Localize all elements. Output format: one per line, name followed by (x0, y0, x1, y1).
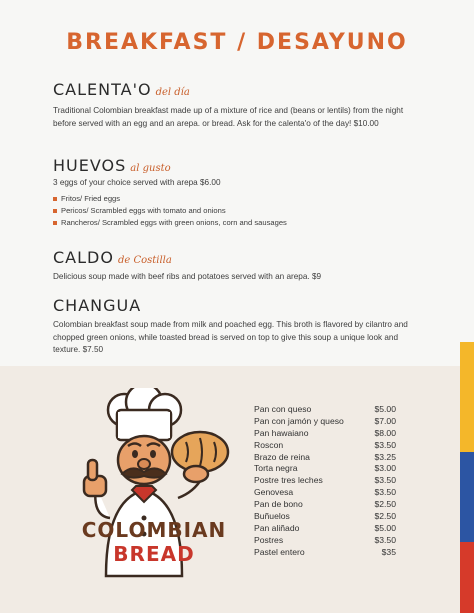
flag-stripe-red (460, 542, 474, 613)
menu-section-huevos (53, 156, 413, 229)
logo-text-bread: BREAD (113, 542, 195, 566)
item-price: $7.00 (374, 415, 396, 426)
item-price: $2.50 (374, 511, 396, 522)
chef-face-icon (118, 436, 170, 484)
item-price: $5.00 (374, 404, 396, 414)
item-price: $3.50 (374, 534, 396, 545)
item-name: Pan con jamón y queso (254, 415, 344, 426)
section-subtitle: del día (155, 87, 190, 98)
flag-stripe-yellow (460, 342, 474, 452)
price-row (254, 463, 396, 475)
item-name: Roscon (254, 439, 284, 450)
price-row (254, 523, 396, 535)
item-price: $3.25 (374, 451, 396, 462)
bullet-icon (53, 221, 57, 225)
list-item (53, 217, 413, 229)
section-title (53, 156, 413, 175)
price-row (254, 452, 396, 464)
option-text: Pericos/ Scrambled eggs with tomato and onions (61, 205, 226, 215)
item-price: $8.00 (374, 427, 396, 438)
option-text: Fritos/ Fried eggs (61, 193, 121, 203)
item-name: Pan aliñado (254, 522, 300, 533)
item-price: $3.50 (374, 439, 396, 450)
item-name: Pastel entero (254, 546, 305, 557)
item-price: $35 (381, 546, 396, 557)
section-title (53, 296, 418, 315)
section-name: CHANGUA (53, 296, 142, 315)
section-subtitle: al gusto (130, 163, 171, 174)
item-name: Buñuelos (254, 511, 290, 522)
option-text: Rancheros/ Scrambled eggs with green onions, corn and sausages (61, 217, 287, 227)
logo-text-colombian: COLOMBIAN (81, 518, 227, 542)
item-price: $3.50 (374, 475, 396, 486)
item-name: Genovesa (254, 487, 294, 498)
page-title: BREAKFAST / DESAYUNO (66, 30, 408, 55)
bread-price-list (254, 404, 396, 559)
price-row (254, 428, 396, 440)
price-row (254, 487, 396, 499)
section-title (53, 248, 413, 267)
section-subtitle: de Costilla (117, 255, 172, 266)
section-description: Delicious soup made with beef ribs and potatoes served with an arepa. $9 (53, 272, 322, 281)
price-row (254, 535, 396, 547)
item-price: $3.00 (374, 463, 396, 474)
item-name: Pan hawaiano (254, 427, 309, 438)
bullet-icon (53, 197, 57, 201)
egg-options-list (53, 193, 413, 230)
item-name: Postres (254, 534, 284, 545)
flag-stripe-blue (460, 452, 474, 542)
item-name: Pan con queso (254, 404, 312, 414)
item-name: Torta negra (254, 463, 298, 474)
section-description: Traditional Colombian breakfast made up of a mixture of rice and (beans or lentils) from the night before served with an egg and an arepa. or bread. Ask for the calenta'o of the day! $10.00 (53, 106, 404, 128)
price-row (254, 404, 396, 416)
price-row (254, 416, 396, 428)
menu-section-changua (53, 296, 418, 357)
chef-hat-icon (108, 388, 181, 440)
thumbs-up-icon (84, 460, 110, 518)
item-price: $3.50 (374, 487, 396, 498)
list-item (53, 205, 413, 217)
price-row (254, 440, 396, 452)
item-price: $2.50 (374, 499, 396, 510)
price-row (254, 499, 396, 511)
section-name: CALENTA'O (53, 80, 152, 99)
bullet-icon (53, 209, 57, 213)
item-name: Postre tres leches (254, 475, 323, 486)
list-item (53, 193, 413, 205)
bread-icon (172, 432, 228, 498)
price-row (254, 511, 396, 523)
menu-section-caldo (53, 248, 413, 284)
item-price: $5.00 (374, 522, 396, 533)
section-name: CALDO (53, 248, 114, 267)
section-description: 3 eggs of your choice served with arepa $6.00 (53, 178, 221, 187)
item-name: Brazo de reina (254, 451, 310, 462)
section-description: Colombian breakfast soup made from milk and poached egg. This broth is flavored by cilantro and chopped green onions, while toasted bread is served on top to give this soup a unique look and texture. $7.50 (53, 320, 408, 354)
section-name: HUEVOS (53, 156, 127, 175)
menu-section-calentao (53, 80, 413, 130)
section-title (53, 80, 413, 99)
item-name: Pan de bono (254, 499, 303, 510)
price-row (254, 547, 396, 559)
price-row (254, 475, 396, 487)
